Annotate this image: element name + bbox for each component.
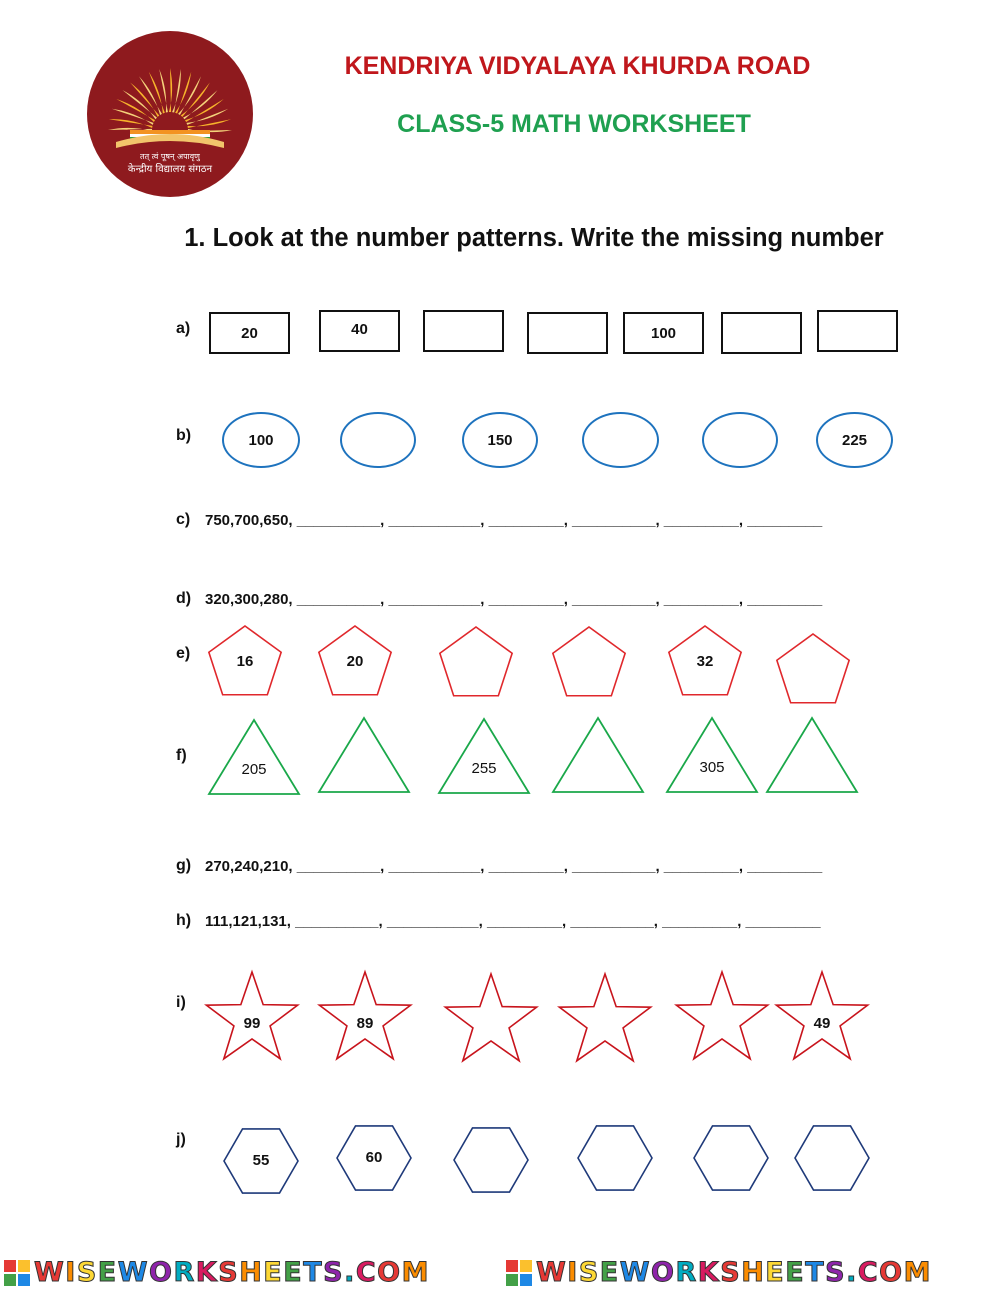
pentagon-e-1-value: 16 <box>236 653 254 670</box>
hexagon-j-4-outline <box>578 1126 652 1190</box>
footer-letter: R <box>675 1257 698 1288</box>
triangle-f-1-value: 205 <box>241 761 267 778</box>
footer-letter: S <box>578 1257 600 1288</box>
hexagon-j-4[interactable] <box>570 1113 660 1203</box>
triangle-f-4[interactable] <box>548 712 648 812</box>
hexagon-j-5-outline <box>694 1126 768 1190</box>
triangle-f-4-outline <box>553 718 643 792</box>
footer-brand-2[interactable] <box>506 1257 932 1288</box>
footer-letter: I <box>567 1257 579 1288</box>
star-i-4[interactable] <box>550 967 660 1077</box>
star-i-2-value: 89 <box>356 1015 374 1032</box>
footer-letter: W <box>619 1257 652 1288</box>
pentagon-e-6[interactable] <box>768 627 858 717</box>
sequence-g[interactable]: 270,240,210, __________, ___________, _________, __________, _________, _________ <box>205 858 823 875</box>
hexagon-j-1[interactable] <box>216 1116 306 1206</box>
footer-letter: W <box>536 1257 568 1288</box>
item-f-label: f) <box>176 747 187 764</box>
worksheet-title: CLASS-5 MATH WORKSHEET <box>397 110 751 138</box>
footer-letter: W <box>117 1257 150 1288</box>
pentagon-e-2-value: 20 <box>346 653 364 670</box>
wiseworksheets-logo-icon <box>4 1260 30 1286</box>
footer-letter: K <box>195 1257 219 1288</box>
footer-letter: O <box>149 1257 174 1288</box>
oval-b-3[interactable]: 150 <box>462 412 538 468</box>
pentagon-e-4-outline <box>553 627 625 696</box>
pentagon-e-3[interactable] <box>431 620 521 710</box>
hexagon-j-2[interactable] <box>329 1113 419 1203</box>
footer-letter: T <box>805 1257 826 1288</box>
pentagon-e-5[interactable] <box>660 619 750 709</box>
item-i-label: i) <box>176 994 186 1011</box>
triangle-f-3[interactable] <box>434 713 534 813</box>
hexagon-j-3[interactable] <box>446 1115 536 1205</box>
triangle-f-1[interactable] <box>204 714 304 814</box>
footer-letter: S <box>720 1257 742 1288</box>
pentagon-e-5-value: 32 <box>696 653 714 670</box>
footer-letter: S <box>76 1257 98 1288</box>
footer-letter: . <box>846 1257 858 1288</box>
logo-org-name: केन्द्रीय विद्यालय संगठन <box>127 164 213 175</box>
pentagon-e-1[interactable] <box>200 619 290 709</box>
footer-letter: H <box>239 1257 264 1288</box>
item-c-label: c) <box>176 511 191 528</box>
hexagon-j-6[interactable] <box>787 1113 877 1203</box>
sequence-c[interactable]: 750,700,650, __________, ___________, _________, __________, _________, _________ <box>205 512 823 529</box>
hexagon-j-2-value: 60 <box>365 1149 383 1166</box>
sequence-h[interactable]: 111,121,131, __________, ___________, _________, __________, _________, _________ <box>205 913 821 930</box>
footer-letter: I <box>65 1257 77 1288</box>
footer-letter: S <box>825 1257 847 1288</box>
triangle-f-5-value: 305 <box>699 759 725 776</box>
pentagon-e-6-outline <box>777 634 849 703</box>
oval-b-6[interactable]: 225 <box>816 412 893 468</box>
star-i-1[interactable] <box>197 965 307 1075</box>
footer-letter: C <box>857 1257 880 1288</box>
hexagon-j-1-value: 55 <box>252 1152 270 1169</box>
sequence-d[interactable]: 320,300,280, __________, ___________, _________, __________, _________, _________ <box>205 591 823 608</box>
star-i-5-outline <box>676 972 767 1059</box>
school-name: KENDRIYA VIDYALAYA KHURDA ROAD <box>344 52 811 80</box>
box-a-3[interactable] <box>423 310 504 352</box>
footer-letter: O <box>651 1257 676 1288</box>
star-i-3-outline <box>445 974 536 1061</box>
oval-b-4[interactable] <box>582 412 659 468</box>
box-a-5[interactable]: 100 <box>623 312 704 354</box>
footer-letter: S <box>323 1257 345 1288</box>
star-i-3[interactable] <box>436 967 546 1077</box>
footer-letter: K <box>697 1257 721 1288</box>
footer-letter: E <box>283 1257 304 1288</box>
triangle-f-1-outline <box>209 720 299 794</box>
question-heading: 1. Look at the number patterns. Write the missing number <box>184 224 884 252</box>
triangle-f-5[interactable] <box>662 712 762 812</box>
star-i-6-value: 49 <box>813 1015 831 1032</box>
triangle-f-3-outline <box>439 719 529 793</box>
item-d-label: d) <box>176 590 192 607</box>
oval-b-1[interactable]: 100 <box>222 412 300 468</box>
footer-letter: H <box>741 1257 766 1288</box>
star-i-1-value: 99 <box>243 1015 261 1032</box>
box-a-4[interactable] <box>527 312 608 354</box>
footer-letter: M <box>903 1257 932 1288</box>
footer-letter: O <box>377 1257 402 1288</box>
footer-letter: E <box>785 1257 806 1288</box>
footer-brand-text <box>536 1257 932 1288</box>
pentagon-e-4[interactable] <box>544 620 634 710</box>
box-a-7[interactable] <box>817 310 898 352</box>
item-e-label: e) <box>176 645 191 662</box>
star-i-6[interactable] <box>767 965 877 1075</box>
hexagon-j-6-outline <box>795 1126 869 1190</box>
footer-letter: R <box>173 1257 196 1288</box>
footer-letter: O <box>879 1257 904 1288</box>
triangle-f-3-value: 255 <box>471 760 497 777</box>
oval-b-5[interactable] <box>702 412 778 468</box>
footer-letter: E <box>97 1257 118 1288</box>
box-a-6[interactable] <box>721 312 802 354</box>
oval-b-2[interactable] <box>340 412 416 468</box>
star-i-4-outline <box>559 974 650 1061</box>
box-a-1[interactable]: 20 <box>209 312 290 354</box>
footer-banner <box>0 1253 1000 1291</box>
item-a-label: a) <box>176 320 191 337</box>
item-g-label: g) <box>176 857 192 874</box>
star-i-2[interactable] <box>310 965 420 1075</box>
item-h-label: h) <box>176 912 192 929</box>
wiseworksheets-logo-icon <box>506 1260 532 1286</box>
triangle-f-6[interactable] <box>762 712 862 812</box>
footer-brand-1[interactable] <box>4 1257 430 1288</box>
footer-letter: T <box>303 1257 324 1288</box>
star-i-5[interactable] <box>667 965 777 1075</box>
pentagon-e-3-outline <box>440 627 512 696</box>
footer-letter: W <box>34 1257 66 1288</box>
item-j-label: j) <box>176 1131 186 1148</box>
footer-letter: E <box>599 1257 620 1288</box>
school-logo <box>86 30 254 198</box>
logo-motto: तत् त्वं पूषन् अपावृणु <box>140 152 200 161</box>
triangle-f-2[interactable] <box>314 712 414 812</box>
footer-letter: M <box>401 1257 430 1288</box>
footer-letter: . <box>344 1257 356 1288</box>
footer-letter: E <box>263 1257 284 1288</box>
box-a-2[interactable]: 40 <box>319 310 400 352</box>
pentagon-e-2[interactable] <box>310 619 400 709</box>
hexagon-j-3-outline <box>454 1128 528 1192</box>
item-b-label: b) <box>176 427 192 444</box>
footer-letter: E <box>765 1257 786 1288</box>
triangle-f-5-outline <box>667 718 757 792</box>
footer-letter: S <box>218 1257 240 1288</box>
hexagon-j-5[interactable] <box>686 1113 776 1203</box>
triangle-f-2-outline <box>319 718 409 792</box>
footer-letter: C <box>355 1257 378 1288</box>
triangle-f-6-outline <box>767 718 857 792</box>
footer-brand-text <box>34 1257 430 1288</box>
